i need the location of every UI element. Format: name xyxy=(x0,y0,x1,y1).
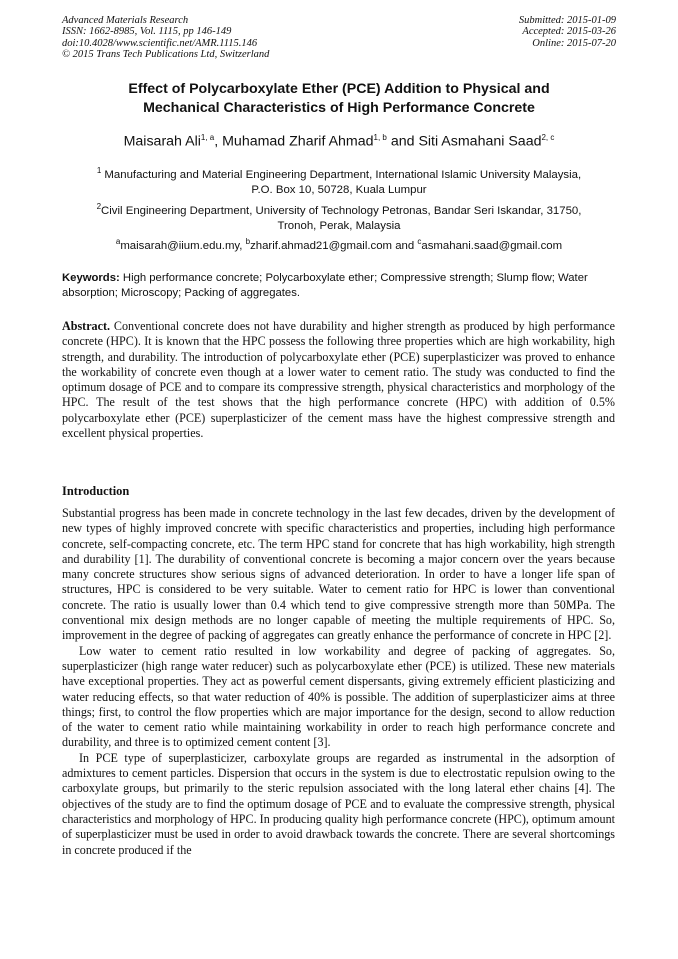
date-online: Online: 2015-07-20 xyxy=(532,37,616,49)
abstract xyxy=(62,319,615,441)
affiliation-1-line-2: P.O. Box 10, 50728, Kuala Lumpur xyxy=(251,183,427,196)
paper-title xyxy=(70,80,608,118)
affiliation-1-line-1: Manufacturing and Material Engineering Department, International Islamic University Malaysia, xyxy=(101,168,582,181)
keywords xyxy=(62,271,616,301)
affiliation-2-line-2: Tronoh, Perak, Malaysia xyxy=(277,219,401,232)
keywords-text: High performance concrete; Polycarboxylate ether; Compressive strength; Slump flow; Water absorption; Microscopy; Packing of aggregates. xyxy=(62,272,588,299)
introduction-heading: Introduction xyxy=(62,484,130,498)
author-emails xyxy=(58,234,620,254)
date-accepted: Accepted: 2015-03-26 xyxy=(522,26,616,38)
journal-doi: doi:10.4028/www.scientific.net/AMR.1115.146 xyxy=(62,37,258,49)
journal-info xyxy=(62,15,269,61)
affiliation-1-sup: 1 xyxy=(96,166,102,175)
email-c: asmahani.saad@gmail.com xyxy=(421,239,563,252)
email-b-sup: b xyxy=(245,237,251,246)
email-c-sup: c xyxy=(417,237,422,246)
author-sep-1: , xyxy=(214,133,223,150)
author-3-sup: 2, c xyxy=(541,133,555,142)
affiliation-2 xyxy=(58,199,620,234)
email-a: maisarah@iium.edu.my, xyxy=(120,239,246,252)
title-line-1: Effect of Polycarboxylate Ether (PCE) Addition to Physical and xyxy=(128,81,550,97)
keywords-label: Keywords: xyxy=(62,272,120,284)
author-3-name: Siti Asmahani Saad xyxy=(418,133,542,150)
journal-copyright: © 2015 Trans Tech Publications Ltd, Switzerland xyxy=(62,49,270,61)
introduction-body xyxy=(62,506,615,858)
author-1-name: Maisarah Ali xyxy=(123,133,201,150)
affiliation-2-line-1: Civil Engineering Department, University of Technology Petronas, Bandar Seri Iskandar, 31750, xyxy=(101,204,582,217)
intro-paragraph-2: Low water to cement ratio resulted in low workability and degree of packing of aggregates. So, superplasticizer (high range water reducer) such as polycarboxylate ether (PCE) is utilized. These new materials have exceptional properties. They act as powerful cement dispersants, giving extremely efficient plasticizing and water reducing effects, so that water reduction of 40% is possible. The addition of superplasticizer aims at three things; first, to control the flow properties which are major importance for the design, second to allow reduction of the water to cement ratio while maintaining workability in order to reach high performance concrete and durability, and three is to optimized cement content [3]. xyxy=(62,643,615,750)
affiliation-1 xyxy=(58,163,620,198)
intro-paragraph-3: In PCE type of superplasticizer, carboxylate groups are regarded as instrumental in the adsorption of admixtures to cement particles. Dispersion that occurs in the system is due to electrostatic repulsion owing to the carboxylate groups, but primarily to the steric repulsion associated with the long lateral ether chains [4]. The objectives of the study are to find the optimum dosage of PCE and to evaluate the compressive strength, physical characteristics and morphology of HPC. In producing quality high performance concrete (HPC), optimum amount of superplasticizer must be used in order to avoid drawback towards the concrete. There are several shortcomings in concrete produced if the xyxy=(62,750,615,857)
author-list xyxy=(40,128,638,152)
publication-dates xyxy=(519,15,616,49)
abstract-text: Conventional concrete does not have durability and higher strength as produced by high performance concrete (HPC). It is known that the HPC possess the following three properties which are high workability, high strength, and durability. The introduction of polycarboxylate ether (PCE) superplasticizer was proved to enhance the workability of concrete even though at a lower water to cement ratio. The study was conducted to find the optimum dosage of PCE and to compare its compressive strength, physical characteristics and morphology of the HPC. The result of the test shows that the high performance concrete (HPC) with addition of 0.5% polycarboxylate ether (PCE) superplasticizer of the cement mass have the highest compressive strength and excellent physical properties. xyxy=(62,319,615,441)
email-a-sup: a xyxy=(115,237,121,246)
date-submitted: Submitted: 2015-01-09 xyxy=(518,15,616,26)
intro-paragraph-1: Substantial progress has been made in concrete technology in the last few decades, driven by the development of new types of highly improved concrete with specific characteristics and properties, including high performance concrete, self-compacting concrete, etc. The term HPC stand for concrete that has high workability, high strength and durability [1]. The durability of conventional concrete is becoming a major concern over the years because many concrete structures show serious signs of advanced deterioration. In order to have a longer life span of structures, HPC is considered to be very suitable. Water to cement ratio for HPC is lower than conventional concrete. The ratio is usually lower than 0.4 which tend to give compressive strength more than 50MPa. The conventional mix design methods are no longer capable of meeting the multiple requirements of HPC. So, improvement in the degree of packing of aggregates can greatly enhance the performance of concrete in HPC [2]. xyxy=(62,506,615,643)
title-line-2: Mechanical Characteristics of High Performance Concrete xyxy=(143,100,535,116)
author-sep-2: and xyxy=(386,133,419,150)
author-2-name: Muhamad Zharif Ahmad xyxy=(222,133,374,150)
journal-issn: ISSN: 1662-8985, Vol. 1115, pp 146-149 xyxy=(62,26,232,38)
journal-name: Advanced Materials Research xyxy=(62,15,189,26)
abstract-label: Abstract. xyxy=(62,319,111,333)
email-b: zharif.ahmad21@gmail.com and xyxy=(250,239,418,252)
author-1-sup: 1, a xyxy=(200,133,215,142)
author-2-sup: 1, b xyxy=(373,133,387,142)
affiliation-2-sup: 2 xyxy=(96,202,102,211)
